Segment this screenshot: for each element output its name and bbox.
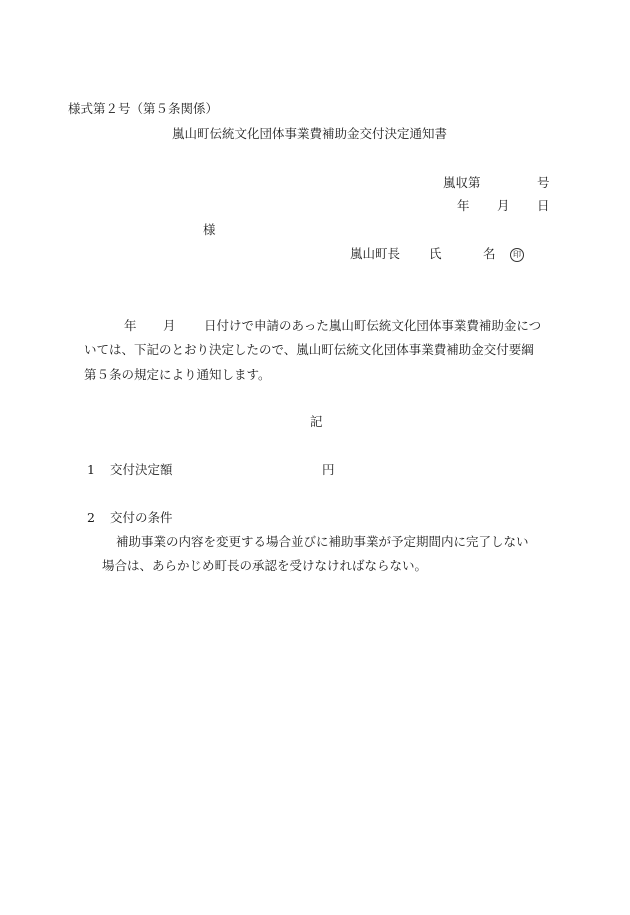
item-1-unit: 円 — [322, 462, 335, 477]
body-line2: いては、下記のとおり決定したので、嵐山町伝統文化団体事業費補助金交付要綱 — [84, 342, 534, 357]
item-2-number: 2 — [87, 510, 95, 525]
ki-heading: 記 — [310, 414, 323, 429]
form-label: 様式第２号（第５条関係） — [68, 101, 219, 116]
sender-name-label-1: 氏 — [429, 246, 442, 261]
reference-suffix: 号 — [537, 175, 550, 190]
sender-name-label-2: 名 — [483, 246, 496, 261]
addressee-suffix: 様 — [203, 222, 216, 237]
item-2-content-line2: 場合は、あらかじめ町長の承認を受けなければならない。 — [102, 558, 428, 573]
seal-glyph: 印 — [510, 248, 524, 262]
item-2-label: 交付の条件 — [110, 510, 173, 525]
reference-prefix: 嵐収第 — [443, 175, 481, 190]
body-line1-text: 日付けで申請のあった嵐山町伝統文化団体事業費補助金につ — [204, 318, 542, 333]
item-2-content-line1: 補助事業の内容を変更する場合並びに補助事業が予定期間内に完了しない — [116, 534, 529, 549]
body-line3: 第５条の規定により通知します。 — [84, 367, 271, 382]
date-year: 年 — [457, 198, 470, 213]
body-line1-year: 年 — [124, 318, 137, 333]
sender-title: 嵐山町長 — [350, 246, 401, 261]
document-title: 嵐山町伝統文化団体事業費補助金交付決定通知書 — [172, 126, 448, 141]
date-day: 日 — [537, 198, 550, 213]
item-1-label: 交付決定額 — [110, 462, 173, 477]
date-month: 月 — [497, 198, 510, 213]
body-line1-month: 月 — [163, 318, 176, 333]
seal-stamp — [510, 246, 524, 262]
item-1-number: 1 — [87, 462, 95, 477]
